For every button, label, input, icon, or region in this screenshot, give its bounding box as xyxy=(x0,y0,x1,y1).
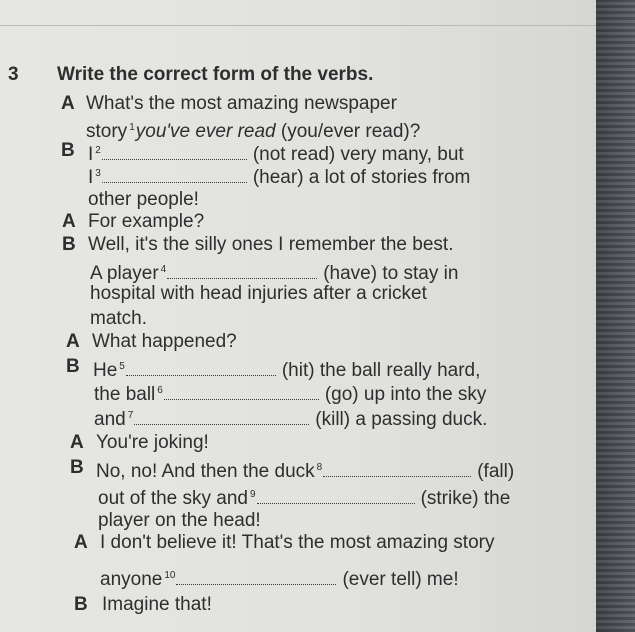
dialogue-line: For example? xyxy=(88,211,205,232)
answer-gap[interactable] xyxy=(134,410,309,425)
gap-number: 4 xyxy=(160,264,167,275)
page-binding-edge xyxy=(596,0,635,632)
dialogue-line: and $^7$ (kill) a passing duck. xyxy=(94,409,488,430)
example-answer: you've ever read xyxy=(135,121,276,142)
exercise-number: 3 xyxy=(8,64,19,85)
speaker-a: A xyxy=(61,93,75,114)
dialogue-line: What happened? xyxy=(92,331,237,352)
dialogue-line: player on the head! xyxy=(98,510,261,531)
speaker-b: B xyxy=(62,234,76,255)
top-rule xyxy=(0,25,596,26)
gap-number: 1 xyxy=(129,122,135,133)
answer-gap[interactable] xyxy=(323,462,471,477)
dialogue-line: I $^3$ (hear) a lot of stories from xyxy=(88,167,471,188)
dialogue-line: I don't believe it! That's the most amazing story xyxy=(100,532,495,553)
speaker-b: B xyxy=(74,594,88,615)
answer-gap[interactable] xyxy=(176,570,336,585)
speaker-b: B xyxy=(61,140,75,161)
answer-gap[interactable] xyxy=(102,145,247,160)
dialogue-line: other people! xyxy=(88,189,199,210)
answer-gap[interactable] xyxy=(126,361,276,376)
gap-number: 7 xyxy=(127,410,134,421)
dialogue-line: the ball $^6$ (go) up into the sky xyxy=(94,384,487,405)
gap-number: 6 xyxy=(157,385,163,396)
dialogue-line: What's the most amazing newspaper xyxy=(86,93,397,114)
dialogue-line: I $^2$ (not read) very many, but xyxy=(88,144,464,165)
speaker-a: A xyxy=(66,331,80,352)
answer-gap[interactable] xyxy=(257,489,415,504)
speaker-a: A xyxy=(62,211,76,232)
dialogue-line: A player $^4$ (have) to stay in xyxy=(90,263,459,284)
speaker-b: B xyxy=(70,457,84,478)
gap-number: 5 xyxy=(119,361,125,372)
dialogue-line: No, no! And then the duck $^8$ (fall) xyxy=(96,461,515,482)
speaker-a: A xyxy=(74,532,88,553)
answer-gap[interactable] xyxy=(167,264,317,279)
speaker-b: B xyxy=(66,356,80,377)
gap-number: 9 xyxy=(250,489,256,500)
dialogue-line: Well, it's the silly ones I remember the best. xyxy=(88,234,454,255)
dialogue-line: You're joking! xyxy=(96,432,209,453)
gap-number: 8 xyxy=(316,462,323,473)
answer-gap[interactable] xyxy=(102,168,247,183)
dialogue-line: anyone $^{10}$ (ever tell) me! xyxy=(100,569,459,590)
dialogue-line: story $^1$you've ever read (you/ever read)? xyxy=(86,121,421,142)
answer-gap[interactable] xyxy=(164,385,319,400)
exercise-heading: Write the correct form of the verbs. xyxy=(57,64,374,85)
gap-number: 10 xyxy=(164,570,176,581)
dialogue-line: match. xyxy=(90,308,148,329)
dialogue-line: out of the sky and $^9$ (strike) the xyxy=(98,488,511,509)
gap-number: 2 xyxy=(95,145,101,156)
gap-number: 3 xyxy=(95,168,101,179)
dialogue-line: Imagine that! xyxy=(102,594,212,615)
dialogue-line: He $^5$ (hit) the ball really hard, xyxy=(93,360,481,381)
dialogue-line: hospital with head injuries after a cricket xyxy=(90,283,427,304)
speaker-a: A xyxy=(70,432,84,453)
